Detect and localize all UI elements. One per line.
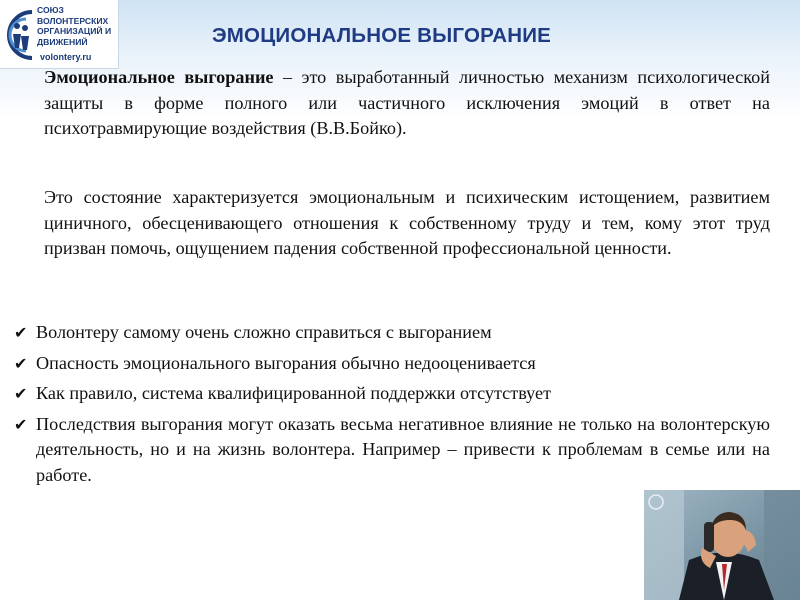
description-paragraph: Это состояние характеризуется эмоциональным и психическим истощением, развитием циничного, обесценивающего отношения к собственному труду и тем, кому этот труд призван помочь, ощущением падения собственной профессиональной ценности. bbox=[44, 187, 770, 258]
list-item-text: Волонтеру самому очень сложно справиться с выгоранием bbox=[36, 322, 492, 342]
definition-paragraph bbox=[44, 65, 770, 142]
stressed-man-on-phone-photo-icon bbox=[644, 490, 800, 600]
logo-line: ДВИЖЕНИЙ bbox=[37, 36, 88, 47]
definition-text: – это выработанный личностью механизм психологической защиты в форме полного или частичного исключения эмоций в ответ на психотравмирующие воздействия (В.В.Бойко). bbox=[44, 67, 770, 138]
check-icon: ✔ bbox=[14, 414, 28, 434]
slide-title: ЭМОЦИОНАЛЬНОЕ ВЫГОРАНИЕ bbox=[212, 24, 552, 47]
logo-line: ВОЛОНТЕРСКИХ bbox=[37, 15, 109, 26]
list-item bbox=[14, 381, 770, 407]
list-item-text: Опасность эмоционального выгорания обычно недооценивается bbox=[36, 352, 536, 373]
check-icon: ✔ bbox=[14, 384, 28, 403]
logo-url[interactable]: volontery.ru bbox=[40, 52, 92, 62]
list-item bbox=[14, 351, 770, 377]
volunteer-union-logo-icon bbox=[2, 4, 38, 66]
check-icon: ✔ bbox=[14, 353, 28, 373]
list-item-text: Последствия выгорания могут оказать весьма негативное влияние не только на волонтерскую деятельность, но и на жизнь волонтера. Например – привести к проблемам в семье или на работе. bbox=[36, 413, 770, 485]
logo-line: СОЮЗ bbox=[37, 5, 64, 15]
stressed-man-photo bbox=[644, 490, 800, 600]
logo-line: ОРГАНИЗАЦИЙ И bbox=[37, 26, 112, 36]
organization-logo bbox=[0, 0, 119, 69]
logo-text bbox=[37, 5, 117, 47]
check-icon: ✔ bbox=[14, 323, 28, 342]
list-item bbox=[14, 412, 770, 489]
list-item-text: Как правило, система квалифицированной поддержки отсутствует bbox=[36, 383, 552, 403]
definition-term: Эмоциональное выгорание bbox=[44, 67, 274, 87]
checklist bbox=[14, 320, 770, 493]
list-item bbox=[14, 320, 770, 346]
